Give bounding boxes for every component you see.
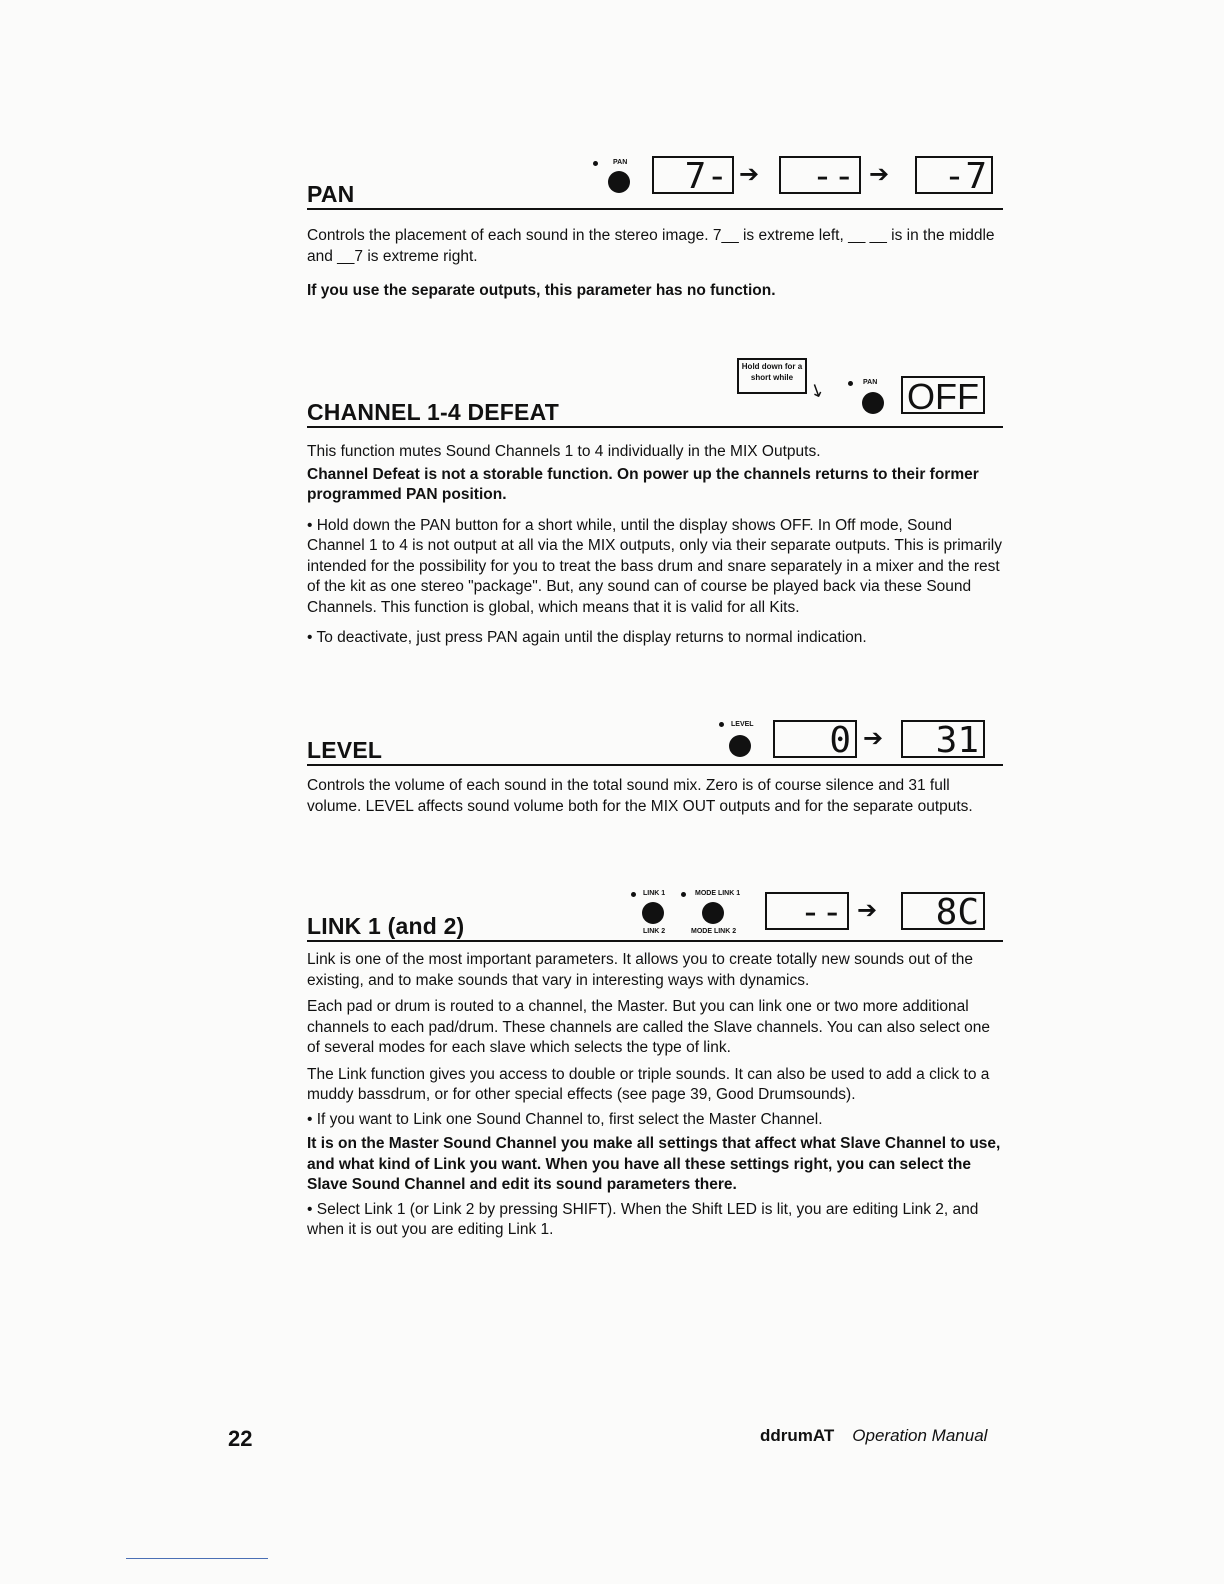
pan-header [307, 156, 1003, 210]
level-display-min: 0 [773, 720, 857, 758]
pan-title: PAN [307, 181, 355, 207]
level-text: Controls the volume of each sound in the total sound mix. Zero is of course silence and 31 full volume. LEVEL affects sound volume both for the MIX OUT outputs and for the separate outputs. [307, 777, 973, 815]
footer-brand [760, 1426, 987, 1446]
level-section [307, 712, 1003, 827]
defeat-text-3: • To deactivate, just press PAN again until the display returns to normal indication. [307, 629, 867, 646]
link-text-2: Each pad or drum is routed to a channel, the Master. But you can link one or two more additional channels to each pad/drum. These channels are called the Slave channels. You can also select one of several modes for each slave which selects the type of link. [307, 998, 991, 1056]
arrow-icon: ➔ [863, 725, 884, 752]
hold-arrow-icon: ↘ [805, 377, 828, 403]
defeat-led-label: PAN [863, 379, 878, 386]
level-led-icon [729, 735, 751, 757]
link-title: LINK 1 (and 2) [307, 913, 465, 939]
level-title: LEVEL [307, 737, 383, 763]
arrow-icon: ➔ [857, 897, 878, 924]
pan-note: If you use the separate outputs, this parameter has no function. [307, 282, 776, 299]
pan-display-right: -7 [915, 156, 993, 194]
mode-led-dot-icon [681, 892, 686, 897]
defeat-note: Channel Defeat is not a storable function. On power up the channels returns to their former programmed PAN position. [307, 465, 979, 503]
pan-led-icon [608, 171, 630, 193]
link-text-1: Link is one of the most important parameters. It allows you to create totally new sounds out of the existing, and to make sounds that vary in interesting ways with dynamics. [307, 951, 973, 989]
arrow-icon: ➔ [869, 161, 890, 188]
manual-title: Operation Manual [852, 1426, 988, 1445]
level-display-max: 31 [901, 720, 985, 758]
pan-led-label: PAN [613, 159, 628, 166]
page-number: 22 [228, 1426, 253, 1451]
mode-link1-led-label: MODE LINK 1 [695, 890, 741, 897]
level-led-dot-icon [719, 722, 724, 727]
mode-led-icon [702, 902, 724, 924]
defeat-section [307, 356, 1003, 659]
link-section [307, 888, 1003, 1251]
hold-down-label: Hold down for a short while [737, 358, 807, 394]
brand-name: ddrumAT [760, 1426, 835, 1445]
pan-text: Controls the placement of each sound in the stereo image. 7__ is extreme left, __ __ is in the middle and __7 is extreme right. [307, 227, 995, 265]
link-text-5: • Select Link 1 (or Link 2 by pressing SHIFT). When the Shift LED is lit, you are editing Link 2, and when it is out you are editing Link 1. [307, 1200, 979, 1238]
bottom-rule [126, 1558, 268, 1559]
link1-led-dot-icon [631, 892, 636, 897]
link-display-off: -- [765, 892, 849, 930]
link-display-value: 8C [901, 892, 985, 930]
pan-section [307, 156, 1003, 312]
mode-link2-led-label: MODE LINK 2 [691, 928, 737, 935]
pan-display-left: 7- [652, 156, 734, 194]
defeat-text-2: • Hold down the PAN button for a short while, until the display shows OFF. In Off mode, Sound Channel 1 to 4 is not output at all via the MIX outputs, only via their separate outputs. This is primarily intended for the possibility for you to treat the bass drum and snare separately in a mixer and the rest of the kit as one stereo "package". But, any sound can of course be played back via these Sound Channels. This function is global, which means that it is valid for all Kits. [307, 516, 1002, 616]
defeat-led-icon [862, 392, 884, 414]
pan-led-dot-icon [593, 161, 598, 166]
link1-led-label: LINK 1 [643, 890, 666, 897]
defeat-display: OFF [901, 376, 985, 414]
link-header [307, 888, 1003, 942]
link1-led-icon [642, 902, 664, 924]
link-note: It is on the Master Sound Channel you make all settings that affect what Slave Channel to use, and what kind of Link you want. When you have all these settings right, you can select the Slave Sound Channel and edit its sound parameters there. [307, 1135, 1001, 1193]
defeat-title: CHANNEL 1-4 DEFEAT [307, 399, 559, 425]
level-header [307, 712, 1003, 766]
arrow-icon: ➔ [739, 161, 760, 188]
defeat-led-dot-icon [848, 381, 853, 386]
pan-display-center: -- [779, 156, 861, 194]
level-led-label: LEVEL [731, 721, 754, 728]
defeat-text-1: This function mutes Sound Channels 1 to 4 individually in the MIX Outputs. [307, 443, 821, 460]
link-text-4: • If you want to Link one Sound Channel to, first select the Master Channel. [307, 1110, 823, 1128]
defeat-header [307, 356, 1003, 428]
link-text-3: The Link function gives you access to double or triple sounds. It can also be used to add a click to a muddy bassdrum, or for other special effects (see page 39, Good Drumsounds). [307, 1065, 990, 1103]
link2-led-label: LINK 2 [643, 928, 666, 935]
